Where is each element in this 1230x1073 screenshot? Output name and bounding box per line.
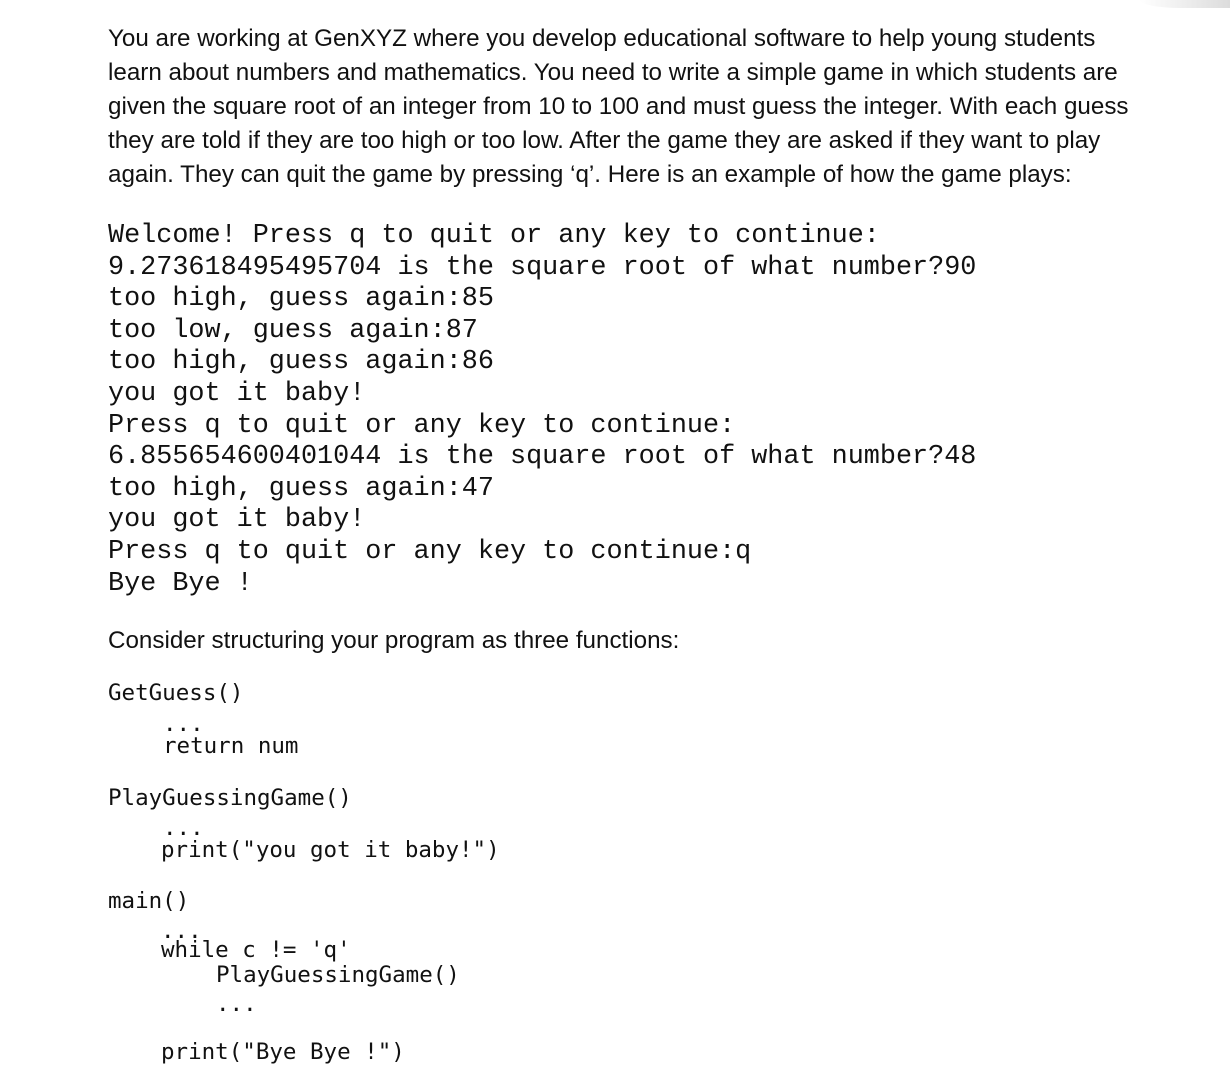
transcript-line: too low, guess again:87 bbox=[108, 315, 478, 346]
main-while: while c != 'q' bbox=[161, 937, 351, 963]
transcript-line: 6.855654600401044 is the square root of what number?48 bbox=[108, 442, 977, 473]
transcript-line: you got it baby! bbox=[108, 505, 366, 536]
intro-line: You are working at GenXYZ where you develop educational software to help young students bbox=[108, 25, 1096, 52]
intro-line: again. They can quit the game by pressing ‘q’. Here is an example of how the game plays: bbox=[108, 161, 1072, 188]
main-ellipsis: ... bbox=[161, 918, 202, 944]
transcript-line: you got it baby! bbox=[108, 378, 366, 409]
get-guess-ellipsis: ... bbox=[163, 711, 204, 737]
transcript-line: Press q to quit or any key to continue: bbox=[108, 410, 736, 441]
transcript-line: too high, guess again:86 bbox=[108, 347, 494, 378]
main-signature: main() bbox=[108, 888, 190, 914]
transcript-line: Press q to quit or any key to continue:q bbox=[108, 536, 752, 567]
main-print-bye: print("Bye Bye !") bbox=[161, 1039, 405, 1065]
transcript-line: Welcome! Press q to quit or any key to continue: bbox=[108, 221, 880, 251]
play-guessing-game-print: print("you got it baby!") bbox=[161, 837, 500, 863]
get-guess-return: return num bbox=[163, 733, 299, 759]
play-guessing-game-signature: PlayGuessingGame() bbox=[108, 785, 352, 811]
intro-line: given the square root of an integer from 10 to 100 and must guess the integer. With each guess bbox=[108, 93, 1129, 120]
transcript-line: Bye Bye ! bbox=[108, 568, 253, 599]
example-transcript bbox=[108, 221, 976, 600]
main-inner-ellipsis: ... bbox=[216, 991, 257, 1017]
intro-paragraph bbox=[108, 22, 1168, 192]
transcript-line: 9.273618495495704 is the square root of what number?90 bbox=[108, 252, 977, 283]
consider-heading: Consider structuring your program as three functions: bbox=[108, 627, 680, 654]
get-guess-signature: GetGuess() bbox=[108, 680, 244, 706]
main-call-play: PlayGuessingGame() bbox=[216, 962, 460, 988]
transcript-line: too high, guess again:85 bbox=[108, 284, 494, 315]
play-guessing-game-ellipsis: ... bbox=[163, 815, 204, 841]
intro-line: learn about numbers and mathematics. You need to write a simple game in which students are bbox=[108, 59, 1118, 86]
page-corner-shadow bbox=[1140, 0, 1230, 8]
transcript-line: too high, guess again:47 bbox=[108, 473, 494, 504]
intro-line: they are told if they are too high or too low. After the game they are asked if they want to play bbox=[108, 127, 1101, 154]
